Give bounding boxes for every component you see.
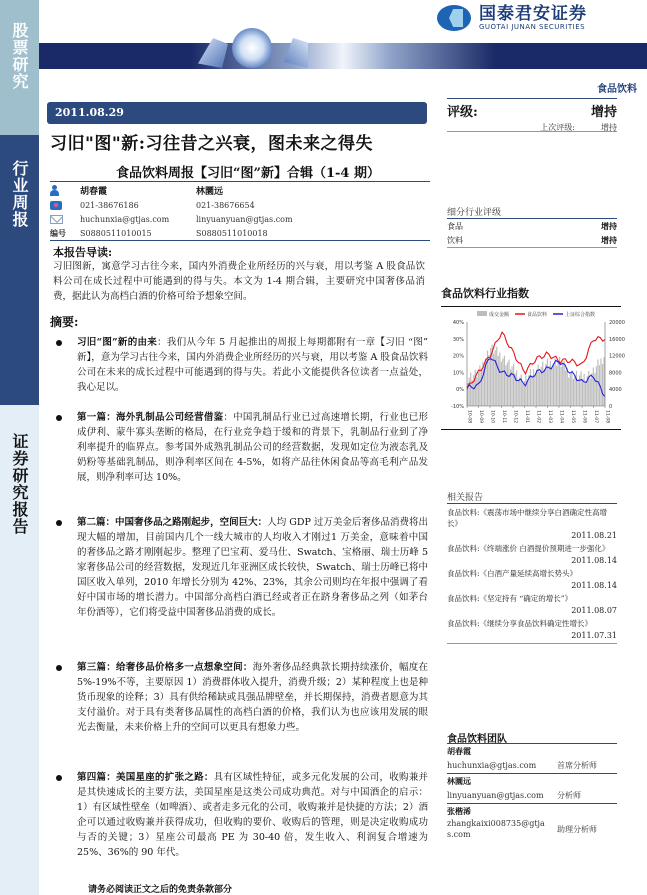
chart-canvas — [437, 308, 637, 426]
sub-rating-heading: 细分行业评级 — [447, 208, 502, 218]
svg-text:11-08: 11-08 — [604, 410, 610, 424]
author-email[interactable]: huchunxia@gtjas.com — [80, 214, 170, 224]
divider — [441, 429, 621, 430]
summary-bullet — [56, 410, 428, 485]
svg-text:11-01: 11-01 — [524, 410, 529, 424]
summary-bullet — [56, 335, 428, 395]
related-report-item[interactable] — [447, 507, 617, 540]
related-report-title[interactable]: 食品饮料:《终端涨价 白酒提价预期进一步强化》 — [447, 544, 610, 553]
svg-text:11-03: 11-03 — [547, 410, 552, 424]
svg-text:上证综合指数: 上证综合指数 — [565, 312, 596, 318]
related-report-date: 2011.08.07 — [571, 606, 617, 615]
sector-tag: 食品饮料 — [597, 84, 637, 95]
mail-icon — [50, 215, 63, 224]
sidebar-segment-securities-report — [0, 405, 39, 895]
related-report-date: 2011.07.31 — [571, 631, 617, 640]
svg-text:30%: 30% — [452, 336, 464, 343]
member-role: 助理分析师 — [557, 824, 597, 834]
member-name: 张楷浠 — [447, 806, 471, 816]
member-name: 胡春霞 — [447, 746, 471, 756]
svg-text:成交金额: 成交金额 — [489, 312, 510, 318]
related-report-date: 2011.08.14 — [571, 581, 617, 590]
bullet-dot-icon — [56, 340, 62, 346]
svg-text:11-06: 11-06 — [581, 410, 587, 424]
summary-bullet — [56, 660, 428, 735]
rating-label: 评级: — [447, 105, 478, 120]
svg-text:20000: 20000 — [609, 320, 625, 326]
svg-text:11-04: 11-04 — [558, 410, 564, 424]
report-title: 习旧"图"新:习往昔之兴衰，图未来之得失 — [50, 134, 373, 154]
member-email[interactable]: zhangkaixi008735@gtjas.com — [447, 819, 545, 839]
company-logo — [437, 5, 587, 31]
bullet-dot-icon — [56, 665, 62, 671]
svg-text:8000: 8000 — [609, 370, 622, 377]
author-phone: 021-38676186 — [80, 200, 139, 210]
svg-text:10-09: 10-09 — [478, 410, 483, 424]
prev-rating-value: 增持 — [601, 123, 617, 132]
svg-text:0: 0 — [609, 404, 613, 410]
sub-rating-value: 增持 — [601, 234, 617, 245]
bullet-dot-icon — [56, 775, 62, 781]
related-report-item[interactable] — [447, 568, 617, 590]
logo-name-en: GUOTAI JUNAN SECURITIES — [479, 23, 586, 31]
svg-text:11-02: 11-02 — [535, 410, 541, 424]
svg-text:食品饮料: 食品饮料 — [527, 312, 548, 318]
team-table — [447, 743, 617, 840]
bullet-title: 第三篇：给奢侈品价格多一点想象空间： — [77, 662, 253, 673]
author-name: 林圜远 — [196, 186, 224, 197]
related-report-title[interactable]: 食品饮料:《震荡市场中继续分享白酒确定性高增长》 — [447, 508, 608, 528]
related-report-date: 2011.08.14 — [571, 556, 617, 565]
related-report-item[interactable] — [447, 543, 617, 565]
svg-text:40%: 40% — [452, 320, 464, 326]
rating-value: 增持 — [590, 105, 617, 120]
team-member — [447, 774, 617, 804]
member-name: 林圜远 — [447, 776, 471, 786]
member-role: 分析师 — [557, 791, 581, 800]
person-icon — [50, 185, 62, 196]
header-banner — [39, 43, 647, 69]
svg-text:4000: 4000 — [609, 387, 622, 394]
svg-text:20%: 20% — [452, 353, 464, 360]
related-report-item[interactable] — [447, 618, 617, 640]
sidebar — [0, 0, 39, 895]
related-report-title[interactable]: 食品饮料:《坚定持有 “确定的增长”》 — [447, 594, 573, 603]
industry-index-chart — [437, 308, 637, 426]
svg-text:10-08: 10-08 — [466, 410, 472, 424]
bullet-text: 具有区域性特征，或多元化发展的公司，收购兼并是其快速成长的主要方法，美国星座是这类公司成功典范。对与中国酒企的启示：1）有区域性壁垒（如啤酒）、或者走多元化的公司，收购兼并是快捷的方法；2）酒企可以通过收购兼并获得成功，但收购的要价、收购后的管理，则是决定收购成功与否的关键；3）星座公司最高 PE 为 30-40 倍，发生收入、利润复合增速为 25%、36%的 90 年代。 — [77, 772, 428, 858]
summary-bullet — [56, 770, 428, 860]
disclaimer-note: 请务必阅读正文之后的免责条款部分 — [88, 885, 233, 895]
sidebar-label: 证券研究报告 — [10, 433, 29, 535]
svg-text:0%: 0% — [456, 387, 464, 394]
author-name: 胡春霞 — [80, 186, 108, 197]
guide-heading: 本报告导读: — [53, 246, 113, 259]
sidebar-label: 股票研究 — [10, 22, 29, 90]
author-email-row — [50, 212, 430, 226]
svg-text:16000: 16000 — [609, 336, 625, 343]
author-table — [50, 181, 430, 241]
rating-box — [447, 98, 617, 132]
team-member — [447, 804, 617, 840]
logo-name-cn: 国泰君安证券 — [479, 4, 587, 24]
bullet-text: 海外奢侈品经典款长期持续涨价，幅度在 5%-19%不等，主要原因 1）消费群体收入提升，消费升级；2）某种程度上也是种货币现象的诠释；3）具有供给稀缺或具强品牌壁垒，并长期保持，消费者愿意为其支付溢价。对于具有类奢侈品属性的高档白酒的价格，我们认为也应该用发展的眼光去衡量，未来价格上升的空间可以更具有想象力些。 — [77, 662, 428, 733]
member-email[interactable]: linyuanyuan@gtjas.com — [447, 791, 544, 800]
author-id-row — [50, 226, 430, 240]
svg-text:10-11: 10-11 — [501, 410, 506, 424]
svg-text:-10%: -10% — [451, 404, 464, 410]
svg-text:10%: 10% — [452, 370, 464, 377]
member-email[interactable]: huchunxia@gtjas.com — [447, 761, 537, 770]
bullet-title: 第一篇：海外乳制品公司经营借鉴 — [77, 412, 224, 423]
related-report-date: 2011.08.21 — [571, 531, 617, 540]
author-phone: 021-38676654 — [196, 200, 255, 210]
report-date: 2011.08.29 — [47, 102, 427, 124]
team-member — [447, 744, 617, 774]
chart-heading: 食品饮料行业指数 — [441, 287, 529, 300]
sub-rating-row — [447, 219, 617, 233]
sidebar-label: 行业周报 — [10, 160, 29, 228]
bullet-text: ：我们从今年 5 月起推出的周报上每期都附有一章【习旧 “图” 新】，意为学习古往今来，国内外消费企业所经历的兴与衰，用以考鉴 A 股食品饮料公司在未来的成长过程中可能遇到的得与失。若此小文能提供各位读者一点益处，我心足以。 — [77, 337, 428, 393]
logo-mark-icon — [437, 5, 471, 31]
sidebar-segment-weekly — [0, 135, 39, 405]
author-phone-row — [50, 198, 430, 212]
team-heading: 食品饮料团队 — [447, 734, 507, 745]
author-id: S0880511010018 — [196, 228, 268, 238]
bullet-title: 第四篇：美国星座的扩张之路： — [77, 772, 214, 783]
svg-text:11-05: 11-05 — [570, 410, 575, 424]
bullet-title: 习旧“图”新的由来 — [77, 337, 158, 348]
bullet-dot-icon — [56, 415, 62, 421]
bullet-title: 第二篇：中国奢侈品之路刚起步，空间巨大： — [77, 517, 268, 528]
related-report-title[interactable]: 食品饮料:《继续分享食品饮料确定性增长》 — [447, 619, 593, 628]
bullet-dot-icon — [56, 520, 62, 526]
id-label: 编号 — [50, 227, 66, 238]
author-id: S0880511010015 — [80, 228, 152, 238]
bullet-text: ：中国乳制品行业已过高速增长期，行业也已形成伊利、蒙牛寡头垄断的格局，在行业竞争趋于缓和的背景下，乳制品行业到了净利率提升的临界点。参考国外成熟乳制品公司的经营数据，发现如定位为液态乳及奶粉等基础乳制品，则净利率区间在 4-5%，如将产品往休闲食品等高毛利产品发展，则净利率可达 10%。 — [77, 412, 428, 483]
sub-rating-name: 饮料 — [447, 235, 463, 245]
related-report-item[interactable] — [447, 593, 617, 615]
guide-text: 习旧图新，寓意学习古往今来，国内外消费企业所经历的兴与衰，用以考鉴 A 股食品饮料公司在成长过程中可能遇到的得与失。本文为 1-4 期合辑，主要研究中国奢侈品消费，据此认为高档白酒的价格可给予想象空间。 — [53, 261, 425, 302]
bullet-text: 人均 GDP 过万美金后奢侈品消费将出现大幅的增加，目前国内几个一线大城市的人均收入才刚过1 万美金，意味着中国的奢侈品之路才刚刚起步。整理了巴宝莉、爱马仕、Swatch、宝格丽、瑞士历峰 5 家奢侈品公司的经营数据，发现近几年亚洲区成长较快，Swatch、瑞士历峰已将中国区收入单列，2010 年增长分别为 42%、23%，其余公司则均在年报中强调了看好中国市场的增长潜力。中国部分高档白酒已经或者正在跻身奢侈品之列（如茅台年份酒等），它们将受益中国奢侈品消费的成长。 — [77, 517, 428, 618]
prev-rating-label: 上次评级: — [540, 123, 575, 132]
summary-heading: 摘要: — [50, 315, 79, 329]
author-names-row — [50, 182, 430, 198]
svg-text:10-10: 10-10 — [489, 410, 495, 424]
sidebar-segment-stock-research — [0, 0, 39, 135]
summary-bullet — [56, 515, 428, 620]
related-reports-list — [447, 503, 617, 644]
svg-text:12000: 12000 — [609, 353, 625, 360]
related-reports-heading: 相关报告 — [447, 493, 484, 503]
author-email[interactable]: linyuanyuan@gtjas.com — [196, 214, 293, 224]
sub-rating-row — [447, 233, 617, 247]
sub-rating-table — [447, 218, 617, 248]
member-role: 首席分析师 — [557, 761, 597, 770]
related-report-title[interactable]: 食品饮料:《白酒产量延续高增长势头》 — [447, 569, 578, 578]
sub-rating-name: 食品 — [447, 221, 463, 231]
svg-text:11-07: 11-07 — [593, 410, 598, 424]
diamond-icon — [232, 28, 272, 68]
sub-rating-value: 增持 — [601, 220, 617, 231]
svg-text:10-12: 10-12 — [512, 410, 518, 424]
phone-icon — [50, 201, 62, 210]
report-subtitle: 食品饮料周报【习旧“图”新】合辑（1-4 期） — [116, 166, 380, 181]
divider — [441, 306, 621, 307]
